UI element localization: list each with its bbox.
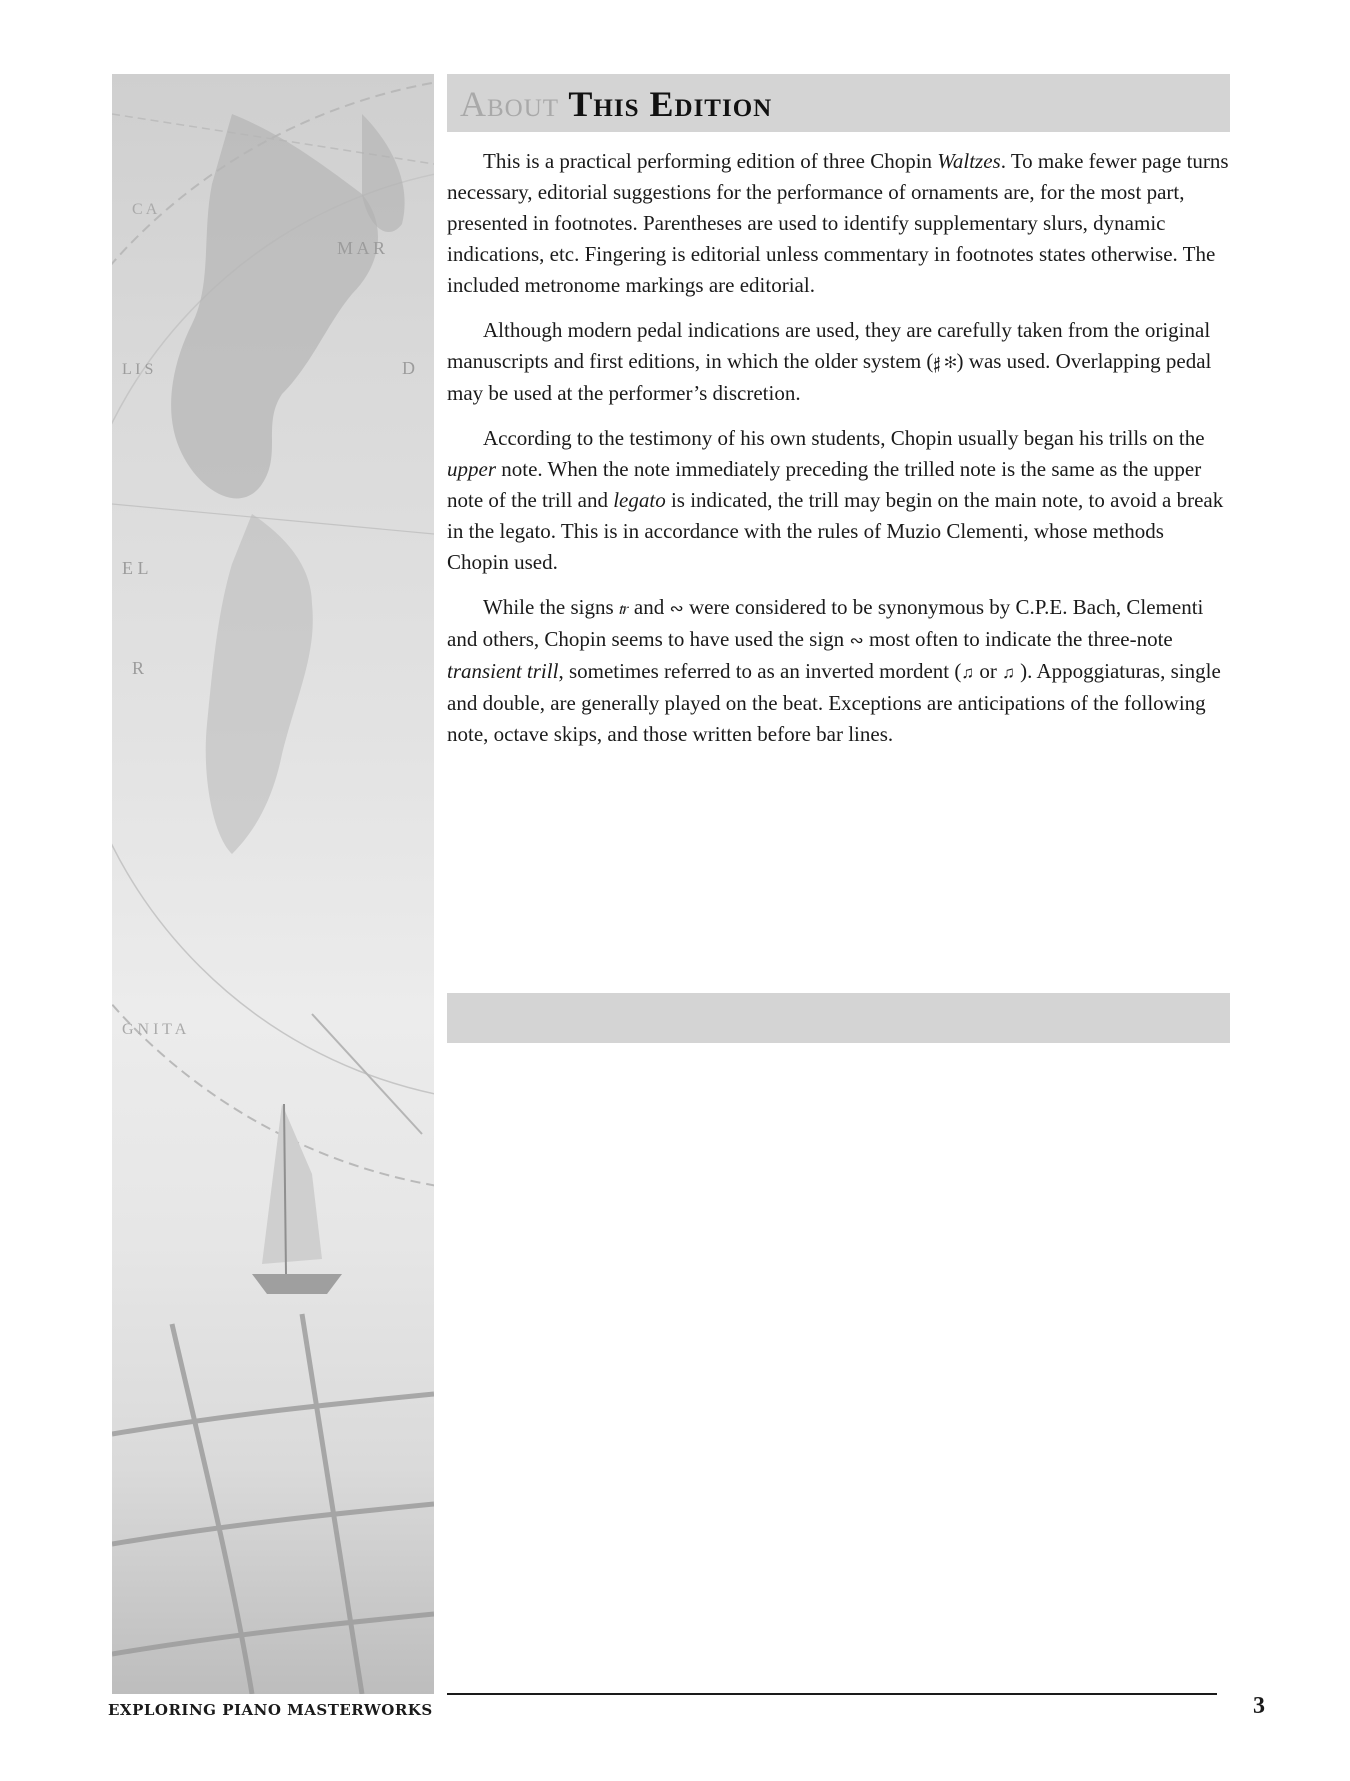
map-label-lis: L I S (122, 361, 154, 378)
p1-italic-waltzes: Waltzes (937, 149, 1001, 173)
p4-text-h: ). Appoggiaturas, single and double, are generally played on the beat. Exceptions are anticipations of the following note, octave skips, and those written before bar lines. (447, 659, 1221, 746)
trill-sign-icon: 𝆖 (618, 599, 629, 618)
p4-text-b: and (628, 595, 670, 619)
mordent-sign-icon-2: ∾ (849, 631, 864, 650)
pedal-symbol-icon: 𝄰 ✻ (933, 353, 957, 372)
p4-text-c: were considered to be synonymous by C.P.E. Bach, Clementi and others, Chopin seems to have used the sign (447, 595, 1204, 651)
paragraph-3 (447, 423, 1230, 578)
map-label-d: D (402, 358, 415, 378)
page-title-dark: This Edition (568, 84, 773, 124)
p4-text-a: While the signs (483, 595, 619, 619)
page-number: 3 (1253, 1693, 1265, 1719)
p4-text-d: most often to indicate the three-note (863, 627, 1173, 651)
p1-text-c: . To make fewer page turns necessary, editorial suggestions for the performance of ornaments are, for the most part, presented in footnotes. Parentheses are used to identify supplementary slurs, dynamic indications, etc. Fingering is editorial unless commentary in footnotes states otherwise. The included metronome markings are editorial. (447, 149, 1229, 297)
paragraph-4 (447, 592, 1230, 750)
map-label-gnita: G N I T A (122, 1021, 187, 1038)
series-title: EXPLORING PIANO MASTERWORKS (108, 1701, 433, 1719)
p4-text-f: , sometimes referred to as an inverted mordent ( (558, 659, 962, 683)
p3-text-e: is indicated, the trill may begin on the main note, to avoid a break in the legato. This is in accordance with the rules of Muzio Clementi, whose methods Chopin used. (447, 488, 1224, 574)
body-copy (447, 146, 1230, 764)
paragraph-1 (447, 146, 1230, 301)
p4-text-g: or (974, 659, 1003, 683)
decorative-map-panel (112, 74, 434, 1694)
map-label-el: E L (122, 558, 149, 578)
p1-text-a: This is a practical performing edition of three Chopin (483, 149, 938, 173)
footer-rule (447, 1693, 1217, 1695)
p3-text-a: According to the testimony of his own students, Chopin usually began his trills on the (483, 426, 1205, 450)
notation-example-icon: ♫ (961, 663, 975, 682)
section-band (447, 993, 1230, 1043)
map-label-ca: C A (132, 201, 158, 218)
p3-italic-upper: upper (447, 457, 496, 481)
page-title (460, 82, 772, 126)
map-label-mar: M A R (337, 238, 386, 258)
p2-text-b: ) was used. Overlapping pedal may be used at the performer’s discretion. (447, 349, 1212, 405)
p3-text-c: note. When the note immediately preceding the trilled note is the same as the upper note of the trill and (447, 457, 1202, 512)
p4-italic-transient-trill: transient trill (447, 659, 559, 683)
page-title-light: About (460, 84, 560, 124)
map-illustration (112, 74, 434, 1694)
notation-example-icon-2: ♫ (1002, 663, 1015, 682)
p3-italic-legato: legato (613, 488, 666, 512)
paragraph-2 (447, 315, 1230, 409)
p2-text-a: Although modern pedal indications are used, they are carefully taken from the original manuscripts and first editions, in which the older system ( (447, 318, 1211, 373)
map-label-r: R (132, 658, 145, 678)
mordent-sign-icon: ∾ (669, 599, 684, 618)
